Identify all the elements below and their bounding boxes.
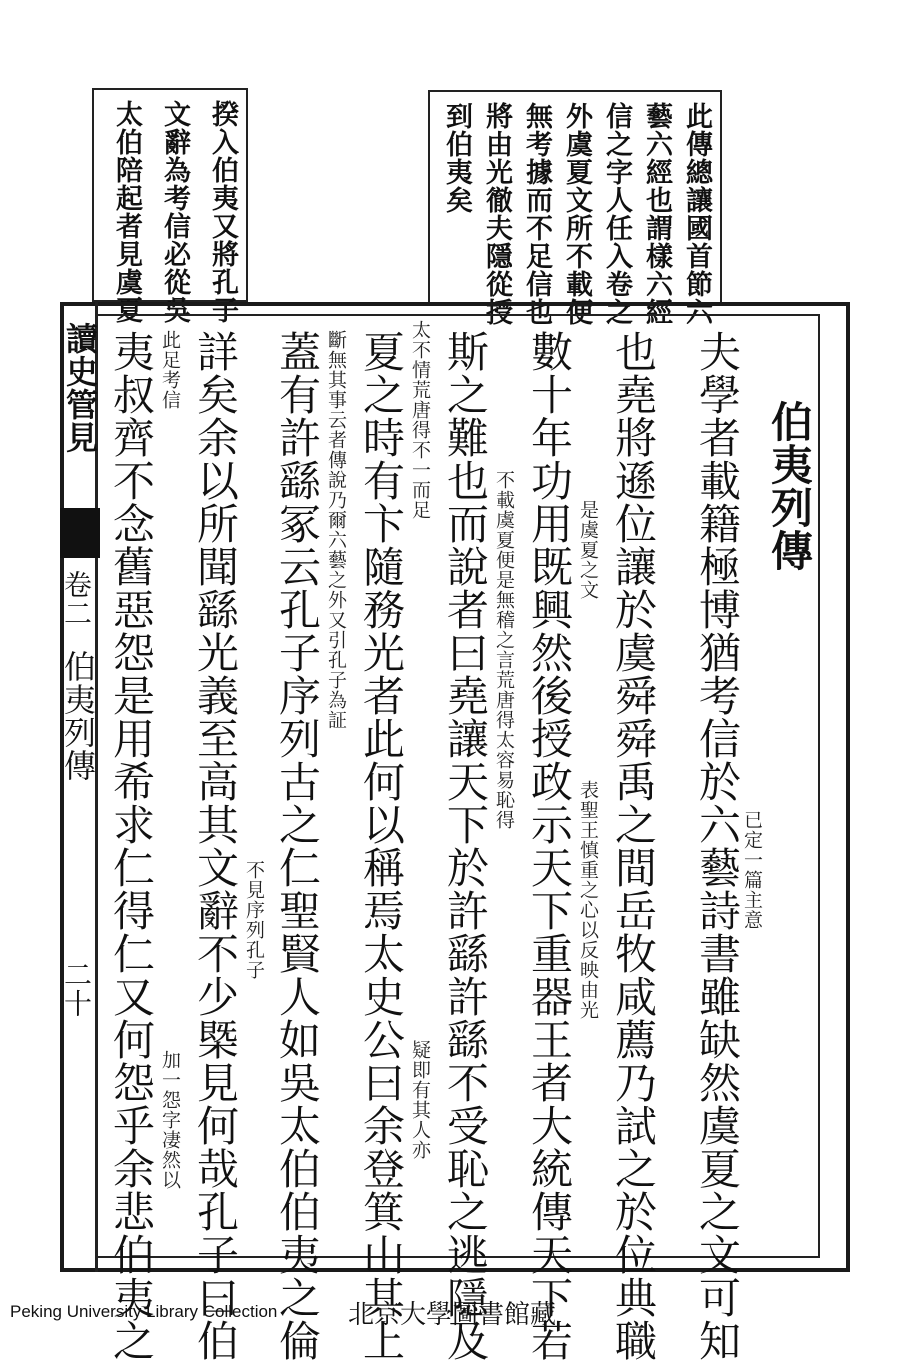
main-text-column: 也堯將遜位讓於虞舜舜禹之間岳牧咸薦乃試之於位典職	[609, 330, 658, 1362]
interlinear-note: 不見序列孔子	[243, 860, 265, 980]
interlinear-note: 已定一篇主意	[741, 810, 763, 930]
collection-credit-chinese: 北京大學圖書館藏	[348, 1300, 557, 1330]
chapter-label: 伯夷列傳	[59, 650, 97, 782]
main-text-column: 斯之難也而說者曰堯讓天下於許繇許繇不受恥之逃隱及	[441, 330, 490, 1362]
collection-credit-english: Peking University Library Collection	[10, 1302, 278, 1321]
commentary-box-left	[92, 88, 248, 324]
volume-label: 卷二	[60, 570, 93, 628]
interlinear-note: 加一怨字凄然以	[159, 1050, 181, 1190]
commentary-column: 外虞夏文所不載便	[561, 102, 592, 326]
book-title: 讀史管見	[61, 322, 99, 454]
interlinear-note: 此足考信	[159, 330, 181, 410]
main-text-column: 蓋有許繇冢云孔子序列古之仁聖賢人如吳太伯伯夷之倫	[273, 330, 322, 1362]
interlinear-note: 是虞夏之文	[577, 500, 599, 600]
main-text-column: 詳矣余以所聞繇光義至高其文辭不少槩見何哉孔子曰伯	[191, 330, 240, 1362]
interlinear-note: 太不情荒唐得不一而足	[409, 320, 431, 520]
commentary-column: 將由光徹夫隱從授	[481, 102, 512, 326]
commentary-column: 信之字人任入卷之	[601, 102, 632, 326]
main-text-column: 夏之時有卞隨務光者此何以稱焉太史公曰余登箕山其上	[357, 330, 406, 1362]
commentary-box-right	[428, 90, 722, 326]
fishtail-mark	[60, 508, 100, 558]
page-number: 二十	[60, 960, 93, 1018]
essay-title: 伯夷列傳	[765, 400, 814, 572]
commentary-column: 揆入伯夷又將孔子	[207, 100, 238, 324]
commentary-column: 到伯夷矣	[441, 102, 472, 214]
main-text-column: 數十年功用既興然後授政示天下重器王者大統傳天下若	[525, 330, 574, 1362]
commentary-column: 此傳總讓國首節六	[681, 102, 712, 326]
commentary-column: 太伯陪起者見虞夏	[111, 100, 142, 324]
main-text-column: 夫學者載籍極博猶考信於六藝詩書雖缺然虞夏之文可知	[693, 330, 742, 1362]
main-text-column: 夷叔齊不念舊惡怨是用希求仁得仁又何怨乎余悲伯夷之	[107, 330, 156, 1362]
commentary-column: 藝六經也謂樣六經	[641, 102, 672, 326]
commentary-column: 無考據而不足信也	[521, 102, 552, 326]
interlinear-note: 不載虞夏便是無稽之言荒唐得太容易恥得	[493, 470, 515, 830]
commentary-column: 文辭為考信必從吳	[159, 100, 190, 324]
interlinear-note: 表聖王慎重之心以反映由光	[577, 780, 599, 1020]
interlinear-note: 斷無其事云者傳說乃爾六藝之外又引孔子為証	[325, 330, 347, 730]
interlinear-note: 疑即有其人亦	[409, 1040, 431, 1160]
